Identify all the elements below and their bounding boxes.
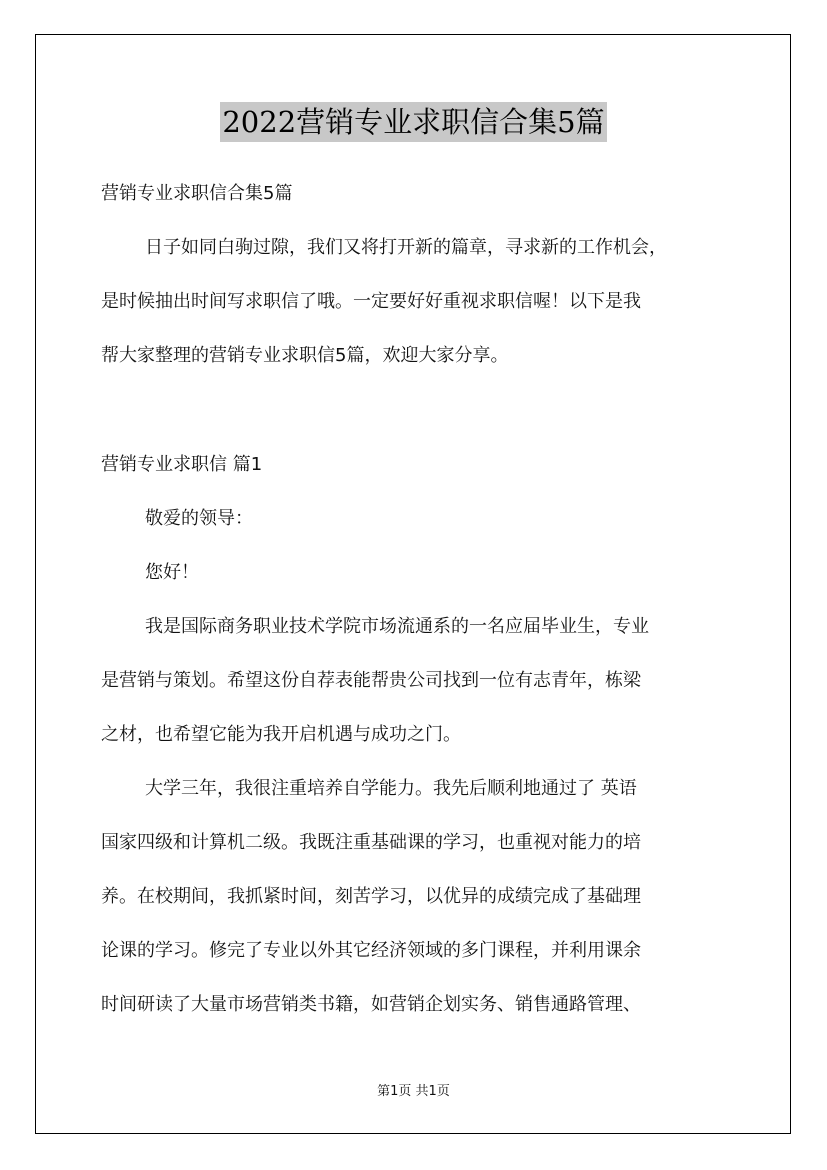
intro-line-3: 帮大家整理的营销专业求职信5篇，欢迎大家分享。 [101, 345, 509, 366]
section-heading: 营销专业求职信 篇1 [101, 454, 263, 475]
page-footer: 第1页 共1页 [377, 1084, 450, 1099]
para1-line-2: 是营销与策划。希望这份自荐表能帮贵公司找到一位有志青年，栋梁 [101, 670, 641, 691]
greeting: 您好！ [145, 562, 199, 583]
document-title: 2022营销专业求职信合集5篇 [220, 102, 606, 142]
para2-line-2: 国家四级和计算机二级。我既注重基础课的学习，也重视对能力的培 [101, 832, 641, 853]
para2-line-5: 时间研读了大量市场营销类书籍，如营销企划实务、销售通路管理、 [101, 994, 641, 1015]
intro-line-1: 日子如同白驹过隙，我们又将打开新的篇章，寻求新的工作机会， [145, 237, 667, 258]
para2-line-4: 论课的学习。修完了专业以外其它经济领域的多门课程，并利用课余 [101, 940, 641, 961]
para1-line-1: 我是国际商务职业技术学院市场流通系的一名应届毕业生，专业 [145, 616, 649, 637]
para2-line-1: 大学三年，我很注重培养自学能力。我先后顺利地通过了 英语 [145, 778, 637, 799]
title-wrap [0, 102, 827, 142]
para2-line-3: 养。在校期间，我抓紧时间，刻苦学习，以优异的成绩完成了基础理 [101, 886, 641, 907]
document-subtitle: 营销专业求职信合集5篇 [101, 183, 293, 204]
intro-line-2: 是时候抽出时间写求职信了哦。一定要好好重视求职信喔！以下是我 [101, 291, 641, 312]
para1-line-3: 之材，也希望它能为我开启机遇与成功之门。 [101, 724, 461, 745]
salutation: 敬爱的领导： [145, 508, 253, 529]
